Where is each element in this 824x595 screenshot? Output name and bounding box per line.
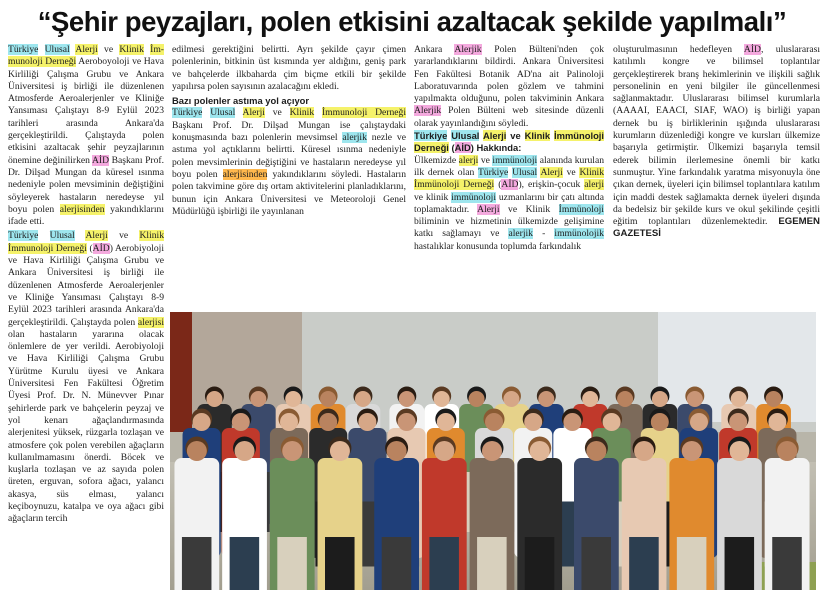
- photo-person-legs: [230, 537, 260, 590]
- article-column-2: [172, 44, 406, 309]
- col3-paragraph-2: [414, 155, 604, 253]
- text-run: , uluslararası katılımlı kongre ve bilimsel toplantılar gerçekleştirerek branş hekimlerinin ve ilişkili sağlık personelinin en yeni bilgiler ile güncellenmesi sağlanmaktadır. Uluslararası bilimsel kurumlarla (AAAAI, EAACI, SIAF, WAO) iş birliği yapan dernek bu iş birliklerinin ışığında uluslararası kurumların düzenlediği kongre ve kursları ülkemize başarıyla getirmiştir. Ülkemizi başarıyla temsil ederek bilimin ilerlemesine önemli bir katkı sunmuştur. Yine farkındalık yaratma misyonuyla öne çıkan dernek, üyeleri için bilimsel toplantılara katılım için maddi destek sağlamakta dernek üyeleri dışında da bedelsiz bir şekilde kurs ve okul şekilinde çeşitli eğitim toplantıları düzenlemektedir.: [613, 44, 820, 228]
- photo-person-head: [193, 413, 211, 431]
- text-run: alanında kurulan ilk dernek olan: [414, 154, 604, 178]
- text-run: ) Aerobiyoloji ve Hava Kirliliği Çalışma Grubu ve Ankara Üniversitesi iş birliği ile düzenlenen Atmosferde Aeroalerjenler ve Kliniğe Yansıması Çalıştayı 8-9 Eylül 2023 tarihleri arasında Ankara'da gerçekleştirildi. Çalıştayda polen: [8, 242, 164, 328]
- photo-person-head: [398, 413, 416, 431]
- photo-person-head: [232, 413, 250, 431]
- text-run: [75, 230, 86, 241]
- hl-term: Türkiye: [8, 44, 39, 55]
- col2-paragraph-1: edilmesi gerektiğini belirtti. Ayrı şekilde çayır çimen polenlerinin, bitkinin üst kısmında yer aldığını, geniş park ve bahçelerde ilkbaharda çim biçme etkili bir şekilde yapılırsa polen sayısının azalacağını ekledi.: [172, 44, 406, 92]
- photo-person-head: [729, 413, 747, 431]
- text-run: ve klinik: [414, 191, 452, 203]
- photo-person-head: [766, 391, 782, 407]
- hl-term: Ulusal: [210, 107, 236, 119]
- photo-person-legs: [725, 537, 755, 590]
- text-run: hastalıklar konusunda toplumda farkındalık: [414, 240, 582, 252]
- hl-term: Ulusal: [512, 166, 538, 178]
- photo-person-head: [603, 413, 621, 431]
- article-column-1: [8, 44, 164, 589]
- hl-term: Alerji: [242, 107, 265, 119]
- photo-person-head: [387, 441, 407, 461]
- text-run: yakındıklarını söyledi. Hastaların polen takvimine göre dış ortam aktivitelerini planladıklarını, bunun için Ankara Üniversitesi ve Meteoroloji Genel Müdürlüğü işbirliği ile yayınlanan: [172, 168, 406, 217]
- source-credit: EGEMEN GAZETESİ: [613, 216, 820, 240]
- photo-person-legs: [182, 537, 212, 590]
- text-run: ve: [562, 166, 580, 178]
- photo-person-head: [280, 413, 298, 431]
- text-run: Başkanı Prof. Dr. Dilşad Mungan ise çalıştaydaki konuşmasında bazı polenlerin mevsimsel: [172, 119, 406, 144]
- photo-person-head: [434, 441, 454, 461]
- hl-term: Alerji: [482, 130, 507, 142]
- text-run: (: [86, 242, 93, 254]
- text-run: -: [532, 228, 555, 240]
- text-run: [235, 107, 242, 118]
- hl-term: Klinik: [524, 130, 551, 142]
- section-subheading: Bazı polenler astıma yol açıyor: [172, 95, 310, 107]
- text-run: ve: [506, 130, 525, 142]
- photo-person-head: [524, 413, 542, 431]
- hl-term: Klinik: [579, 166, 604, 178]
- text-run: Polen Bülteni web sitesinde düzenli olarak yayınlandığını söyledi.: [414, 105, 604, 129]
- text-run: (: [448, 142, 455, 154]
- hl-term: Alerji: [477, 203, 500, 215]
- hl-term: İmmünoloji Derneği: [414, 130, 604, 154]
- photo-person-head: [530, 441, 550, 461]
- photo-person-head: [777, 441, 797, 461]
- text-run: ve: [107, 230, 140, 242]
- photo-person-head: [652, 391, 668, 407]
- hl-term: Klinik: [119, 44, 144, 55]
- hl-term: Ulusal: [451, 130, 480, 142]
- photo-person-head: [319, 413, 337, 431]
- photo-person-legs: [325, 537, 355, 590]
- hl-term: Alerji: [540, 166, 563, 178]
- text-run: Ülkemizde: [414, 154, 459, 166]
- hl-term: AİD: [454, 142, 471, 154]
- photo-person-head: [482, 441, 502, 461]
- photo-person-head: [690, 413, 708, 431]
- hl-term: Türkiye: [414, 130, 448, 142]
- col1-paragraph-1: [8, 44, 164, 228]
- hl-term: AİD: [501, 179, 519, 191]
- hl-term: immünolojik: [554, 228, 604, 240]
- hl-term: alerjisinden: [222, 168, 268, 180]
- photo-person-head: [358, 413, 376, 431]
- text-run: Başkanı Prof. Dr. Dilşad Mungan da küresel ısınma nedeniyle polen mevsiminin değiştiğini söyleyerek hastaların neredeyse yıl boyu polen: [8, 154, 164, 215]
- photo-person-head: [503, 391, 519, 407]
- text-run: [38, 230, 49, 241]
- photo-person-head: [563, 413, 581, 431]
- text-run: biliminin ve hizmetinin ülkemizde gelişimine katkı sağlamayı ve: [414, 216, 604, 240]
- photo-person-head: [485, 413, 503, 431]
- photo-person-legs: [477, 537, 507, 590]
- text-run: Ankara: [414, 44, 455, 55]
- photo-person-head: [729, 441, 749, 461]
- photo-person-head: [282, 441, 302, 461]
- group-photo: [170, 312, 816, 590]
- photo-person-legs: [382, 537, 412, 590]
- hl-term: immünoloji: [492, 154, 538, 166]
- article-column-4: [613, 44, 820, 309]
- article-headline: “Şehir peyzajları, polen etkisini azaltacak şekilde yapılmalı”: [37, 6, 787, 37]
- photo-person-legs: [629, 537, 659, 590]
- col1-paragraph-2: [8, 230, 164, 525]
- hl-term: Alerjik: [454, 44, 482, 55]
- hl-term: AİD: [91, 154, 110, 166]
- hl-term: alerji: [458, 154, 479, 166]
- photo-person-head: [687, 391, 703, 407]
- text-run: ve Klinik: [499, 203, 559, 215]
- hl-term: Türkiye: [477, 166, 509, 178]
- photo-person-head: [731, 391, 747, 407]
- article-column-3: [414, 44, 604, 309]
- photo-person-head: [586, 441, 606, 461]
- photo-person-head: [187, 441, 207, 461]
- photo-person-legs: [677, 537, 707, 590]
- hl-term: Alerjik: [414, 105, 442, 117]
- col2-paragraph-2: [172, 107, 406, 218]
- photo-person-head: [617, 391, 633, 407]
- hl-term: İmmünoloji Derneği: [414, 179, 495, 191]
- hl-term: Ulusal: [49, 230, 75, 242]
- hl-term: immünoloji: [451, 191, 496, 203]
- photo-person-head: [320, 391, 336, 407]
- text-run: [38, 44, 44, 55]
- photo-person-head: [469, 391, 485, 407]
- photo-person-head: [651, 413, 669, 431]
- hl-term: alerji: [584, 179, 604, 191]
- hl-term: alerjik: [342, 132, 367, 144]
- text-run: ve: [478, 154, 493, 166]
- hl-term: Türkiye: [8, 230, 39, 242]
- photo-person-head: [235, 441, 255, 461]
- photo-person-legs: [581, 537, 611, 590]
- photo-person-head: [285, 391, 301, 407]
- hl-term: İmmunoloji Derneği: [321, 107, 406, 119]
- photo-person-head: [206, 391, 222, 407]
- text-run: Aeroboyoloji ve Hava Kirliliği Çalışma Grubu ve Ankara Üniversitesi iş birliği ile düzenlenen Atmosferde Aeroalerjenler ve Kliniğe Yansıması Çalıştayı 8-9 Eylül 2023 tarihleri arasında Ankara'da gerçekleştirildi. Çalıştayda polen etkisini azaltacak şehir peyzajlarının önemine değinilirken: [8, 56, 164, 166]
- photo-person-head: [434, 391, 450, 407]
- hl-term: alerjisi: [137, 316, 164, 328]
- photo-person-head: [330, 441, 350, 461]
- text-run: olan hastaların yararına olacak önlemlere de yer verildi. Aerobiyoloji ve Hava Kirliliği Çalışma Grubu Yürütme Kurulu üyesi ve Ankara Üniversitesi Fen Fakültesi Öğretim Üyesi Prof. Dr. N. Münevver Pınar şehirlerde park ve bahçelerin peyzaj ve yol kenarı ağaçlandırmasında alerjenitesi yüksek, rüzgarla tozlaşan ve atmosfere çok polen verebilen ağaçların kullanılmamasını önerdi. Böcek ve kuşlarla tozlaşan ve az sayıda polen üreten, erguvan, sofora ağacı, yalancı akasya, süs elması, yalancı keçiboynuzu, katalpa ve oya ağacı gibi ağaçların tercih: [8, 328, 164, 525]
- text-run: Polen Bülteni'nden çok yararlandıklarını bildirdi. Ankara Üniversitesi Fen Fakültesi Botanik AD'na ait Palinoloji Laboratuvarında polen gözlem ve tahmini yapılmakta olduğunu, polen takviminin Ankara: [414, 44, 604, 105]
- photo-person-legs: [772, 537, 802, 590]
- text-run: [314, 107, 322, 118]
- text-run: ve: [264, 107, 290, 119]
- hl-term: Klinik: [289, 107, 315, 119]
- hl-term: AİD: [92, 242, 110, 254]
- hl-term: Alerji: [85, 230, 108, 242]
- hl-term: Türkiye: [172, 107, 203, 119]
- photo-person-head: [682, 441, 702, 461]
- hl-term: İmmunoloji Derneği: [8, 242, 87, 254]
- photo-person-head: [250, 391, 266, 407]
- photo-person-legs: [429, 537, 459, 590]
- text-run: uzmanlarını bir çatı altında toplamaktadır.: [414, 191, 604, 215]
- photo-person-head: [768, 413, 786, 431]
- hl-term: Alerji: [75, 44, 98, 55]
- photo-person-legs: [277, 537, 307, 590]
- photo-person-head: [399, 391, 415, 407]
- text-run: ), erişkin-çocuk: [518, 179, 585, 191]
- hl-term: AİD: [743, 44, 761, 55]
- col4-paragraph-1: [613, 44, 820, 241]
- about-heading: [414, 130, 604, 155]
- hl-term: alerjik: [508, 228, 533, 240]
- photo-person-head: [355, 391, 371, 407]
- col3-paragraph-1: [414, 44, 604, 130]
- hl-term: alerjisinden: [59, 203, 105, 215]
- hl-term: Klinik: [139, 230, 164, 242]
- text-run: oluşturulmasının hedefleyen: [613, 44, 744, 55]
- text-run: nezle ve astıma yol açtıklarını belirtti. Küresel ısınma nedeniyle polen mevsimlerinin değiştiğini ve hastaların neredeyse yıl boyu polen: [172, 132, 406, 180]
- photo-person-head: [538, 391, 554, 407]
- hl-term: Ulusal: [44, 44, 70, 55]
- text-run: (: [494, 179, 502, 191]
- photo-person-legs: [525, 537, 555, 590]
- photo-person-head: [582, 391, 598, 407]
- text-run: ) Hakkında:: [470, 142, 522, 154]
- photo-person-head: [437, 413, 455, 431]
- text-run: yakındıklarını ifade etti.: [8, 203, 164, 228]
- photo-person-head: [634, 441, 654, 461]
- text-run: ve: [97, 44, 120, 55]
- hl-term: İmmünoloji: [558, 203, 604, 215]
- hl-term: İm-munoloji Derneği: [8, 44, 164, 68]
